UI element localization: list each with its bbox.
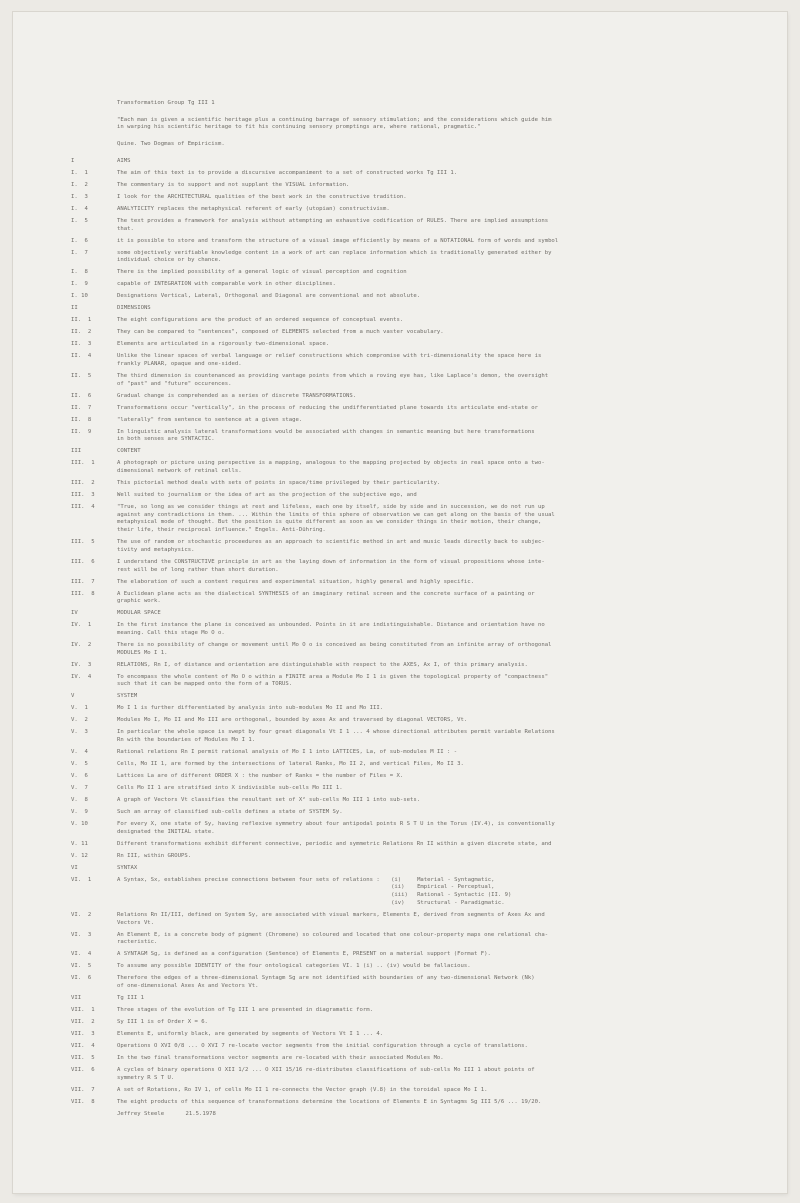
relations-table (391, 877, 511, 908)
numbered-paragraph (71, 218, 771, 233)
numbered-paragraph (71, 773, 771, 781)
item-text (117, 622, 771, 637)
item-text (117, 773, 771, 781)
text-line: Cells, Mo II 1, are formed by the intersections of lateral Ranks, Mo II 2, and vertical Files, Mo II 3. (117, 761, 464, 768)
item-text (117, 158, 771, 166)
item-number: V. 8 (71, 797, 88, 804)
item-number: III. 6 (71, 558, 95, 565)
numbered-paragraph (71, 579, 771, 587)
item-text (117, 373, 771, 388)
item-number: V (71, 693, 75, 700)
signature-date: 21.5.1978 (185, 1110, 216, 1117)
item-text (117, 448, 771, 456)
numbered-paragraph (71, 492, 771, 500)
text-line: symmetry R S T U. (117, 1074, 175, 1081)
item-number: IV (71, 610, 78, 617)
text-line: MODULES Mo I 1. (117, 649, 168, 656)
numbered-paragraph (71, 951, 771, 959)
item-number: VI. 3 (71, 931, 92, 938)
item-number: II. 2 (71, 329, 92, 336)
item-text (117, 460, 771, 475)
text-line: SYSTEM (117, 693, 138, 700)
numbered-paragraph (71, 559, 771, 574)
item-text (117, 1043, 771, 1051)
text-line: There is no possibility of change or movement until Mo O o is conceived as being constituted from an infinite array of orthogonal (117, 641, 552, 648)
text-line: I look for the ARCHITECTURAL qualities of the best work in the constructive tradition. (117, 193, 407, 200)
text-line: A Euclidean plane acts as the dialectical SYNTHESIS of an imaginary retinal screen and the concrete surface of a painting or (117, 590, 535, 597)
numbered-paragraph (71, 1031, 771, 1039)
text-line: A cycles of binary operations O XII 1/2 ... O XII 15/16 re-distributes classifications of sub-cells Mo III 1 about points of (117, 1066, 535, 1073)
item-number: VI (71, 864, 78, 871)
text-line: In the two final transformations vector segments are re-located with their associated Modules Mo. (117, 1054, 444, 1061)
text-line: RELATIONS, Rn I, of distance and orientation are distinguishable with respect to the AXES, Ax I, of this primary analysis. (117, 661, 528, 668)
item-text (117, 393, 771, 401)
numbered-paragraph (71, 281, 771, 289)
item-number: II. 1 (71, 317, 92, 324)
item-text (117, 492, 771, 500)
text-line: such that it can be mapped onto the form of a TORUS. (117, 681, 293, 688)
item-text (117, 206, 771, 214)
numbered-paragraph (71, 429, 771, 444)
text-line: The third dimension is countenanced as providing vantage points from which a roving eye has, like Laplace's demon, the oversight (117, 372, 549, 379)
text-line: Three stages of the evolution of Tg III 1 are presented in diagramatic form. (117, 1006, 373, 1013)
text-line: Operations O XVI 0/8 ... O XVI 7 re-locate vector segments from the initial configuration through a cycle of translations. (117, 1042, 528, 1049)
item-number: II. 3 (71, 341, 92, 348)
item-text (117, 250, 771, 265)
item-number: II. 9 (71, 428, 92, 435)
epigraph-line: in warping his scientific heritage to fit his continuing sensory promptings are, where rational, pragmatic." (117, 124, 481, 131)
item-text (117, 170, 771, 178)
item-number: V. 4 (71, 749, 88, 756)
numbered-paragraph (71, 761, 771, 769)
item-text (117, 761, 771, 769)
numbered-paragraph (71, 1055, 771, 1063)
text-line: The aim of this text is to provide a discursive accompaniment to a set of constructed works Tg III 1. (117, 169, 458, 176)
relations-lead: A Syntax, Sx, establishes precise connections between four sets of relations : (117, 876, 380, 883)
numbered-paragraph (71, 809, 771, 817)
numbered-paragraph (71, 693, 771, 701)
item-number: V. 12 (71, 852, 88, 859)
document-title: Transformation Group Tg III 1 (117, 100, 215, 106)
text-line: of one-dimensional Axes Ax and Vectors Vt. (117, 982, 259, 989)
item-text (117, 749, 771, 757)
text-line: To assume any possible IDENTITY of the four ontological categories VI. 1 (i) .. (iv) would be fallacious. (117, 963, 471, 970)
text-line: In particular the whole space is swept by four great diagonals Vt I 1 ... 4 whose directional attributes permit variable Relations (117, 729, 555, 736)
text-line: CONTENT (117, 448, 141, 455)
text-line: graphic work. (117, 598, 161, 605)
item-text (117, 1087, 771, 1095)
text-line: Well suited to journalism or the idea of art as the projection of the subjective ego, and (117, 492, 417, 499)
item-number: I. 4 (71, 205, 88, 212)
item-text (117, 1019, 771, 1027)
text-line: Tg III 1 (117, 994, 144, 1001)
text-line: In linguistic analysis lateral transformations would be associated with changes in semantic meaning but here transformations (117, 428, 535, 435)
numbered-paragraph (71, 504, 771, 535)
item-number: I. 1 (71, 169, 88, 176)
item-text (117, 705, 771, 713)
item-text (117, 429, 771, 444)
item-number: IV. 1 (71, 622, 92, 629)
text-line: To encompass the whole content of Mo O o within a FINITE area a Module Mo I 1 is given the topological property of "compactness" (117, 673, 549, 680)
text-line: The elaboration of such a content requires and experimental situation, highly general and highly specific. (117, 578, 474, 585)
item-number: II. 4 (71, 353, 92, 360)
numbered-paragraph (71, 610, 771, 618)
item-number: I. 9 (71, 281, 88, 288)
text-line: rest will be of long rather than short duration. (117, 566, 279, 573)
text-line: SYNTAX (117, 864, 138, 871)
numbered-paragraph (71, 182, 771, 190)
text-line: An Element E, is a concrete body of pigment (Chromene) so coloured and located that one colour-property maps one relational cha- (117, 931, 549, 938)
item-text (117, 353, 771, 368)
item-number: V. 1 (71, 705, 88, 712)
item-text (117, 293, 771, 301)
item-number: VI. 6 (71, 975, 92, 982)
text-line: frankly PLANAR, opaque and one-sided. (117, 360, 242, 367)
item-number: IV. 4 (71, 673, 92, 680)
text-line: Cells Mo II 1 are stratified into X indivisible sub-cells Mo III 1. (117, 785, 343, 792)
text-line: Such an array of classified sub-cells defines a state of SYSTEM Sy. (117, 809, 343, 816)
item-number: II (71, 305, 78, 312)
numbered-paragraph (71, 1007, 771, 1015)
numbered-paragraph (71, 206, 771, 214)
item-number: IV. 2 (71, 641, 92, 648)
numbered-paragraph (71, 250, 771, 265)
item-number: VII (71, 994, 82, 1001)
numbered-paragraph (71, 1099, 771, 1107)
item-text (117, 729, 771, 744)
text-line: This pictorial method deals with sets of points in space/time privileged by their particularity. (117, 480, 441, 487)
numbered-paragraph (71, 158, 771, 166)
text-line: Designations Vertical, Lateral, Orthogonal and Diagonal are conventional and not absolute. (117, 293, 421, 300)
text-line: individual choice or by chance. (117, 257, 222, 264)
text-line: Sy III 1 is of Order X = 6. (117, 1018, 208, 1025)
numbered-paragraph (71, 305, 771, 313)
text-line: I understand the CONSTRUCTIVE principle in art as the laying down of information in the form of visual propositions whose inte- (117, 558, 545, 565)
item-number: I. 3 (71, 193, 88, 200)
numbered-paragraph (71, 932, 771, 947)
numbered-paragraph (71, 995, 771, 1003)
numbered-paragraph (71, 591, 771, 606)
epigraph-attribution: Quine. Two Dogmas of Empiricism. (117, 141, 225, 148)
item-number: IV. 3 (71, 661, 92, 668)
item-text (117, 480, 771, 488)
text-line: Elements are articulated in a rigorously two-dimensional space. (117, 341, 330, 348)
text-line: A graph of Vectors Vt classifies the resultant set of X² sub-cells Mo III 1 into sub-sets. (117, 797, 421, 804)
sections-i-to-vi (71, 158, 771, 873)
item-text (117, 281, 771, 289)
numbered-paragraph (71, 194, 771, 202)
item-text (117, 194, 771, 202)
text-line: tivity and metaphysics. (117, 546, 195, 553)
item-number: III (71, 448, 82, 455)
item-number: III. 2 (71, 480, 95, 487)
item-text (117, 865, 771, 873)
text-line: Lattices La are of different ORDER X : the number of Ranks = the number of Files = X. (117, 773, 404, 780)
item-number: VII. 3 (71, 1030, 95, 1037)
item-number: II. 5 (71, 372, 92, 379)
item-number: II. 7 (71, 404, 92, 411)
item-text (117, 1055, 771, 1063)
numbered-paragraph (71, 341, 771, 349)
item-number: V. 6 (71, 773, 88, 780)
text-line: Elements E, uniformly black, are generated by segments of Vectors Vt I 1 ... 4. (117, 1030, 384, 1037)
text-line: meaning. Call this stage Mo O o. (117, 629, 225, 636)
numbered-paragraph (71, 480, 771, 488)
numbered-paragraph (71, 1087, 771, 1095)
numbered-paragraph (71, 785, 771, 793)
item-text (117, 559, 771, 574)
numbered-paragraph (71, 405, 771, 413)
numbered-paragraph (71, 373, 771, 388)
item-number: III. 1 (71, 460, 95, 467)
item-number: I. 5 (71, 217, 88, 224)
item-number: I. 7 (71, 249, 88, 256)
item-number: VII. 6 (71, 1066, 95, 1073)
item-number: I. 2 (71, 181, 88, 188)
syntax-relations-row (71, 877, 771, 908)
text-line: racteristic. (117, 939, 158, 946)
text-line: In the first instance the plane is conceived as unbounded. Points in it are indistinguishable. Distance and orientation have no (117, 622, 545, 629)
item-text (117, 182, 771, 190)
relation-entry: (iv) Structural - Paradigmatic. (391, 899, 505, 906)
item-number: II. 8 (71, 416, 92, 423)
numbered-paragraph (71, 539, 771, 554)
text-line: Unlike the linear spaces of verbal language or relief constructions which compromise with tri-dimensionality the space here is (117, 353, 542, 360)
item-number: III. 7 (71, 578, 95, 585)
item-number: V. 3 (71, 729, 88, 736)
typescript-text (71, 100, 771, 1118)
item-text (117, 995, 771, 1003)
item-number: V. 5 (71, 761, 88, 768)
item-text (117, 1007, 771, 1015)
numbered-paragraph (71, 841, 771, 849)
item-text (117, 785, 771, 793)
item-text (117, 305, 771, 313)
item-number: I. 6 (71, 237, 88, 244)
text-line: their life, their reciprocal influence." Engels. Anti-Dühring. (117, 527, 326, 534)
item-text (117, 539, 771, 554)
text-line: They can be compared to "sentences", composed of ELEMENTS selected from a much vaster vocabulary. (117, 329, 444, 336)
item-text (117, 951, 771, 959)
text-line: Therefore the edges of a three-dimensional Syntagm Sg are not identified with boundaries of any two-dimensional Network (Nk) (117, 975, 535, 982)
text-line: The eight products of this sequence of transformations determine the locations of Elements E in Syntagms Sg III 5/6 ... 19/20. (117, 1098, 542, 1105)
paper-sheet (13, 12, 787, 1193)
numbered-paragraph (71, 705, 771, 713)
numbered-paragraph (71, 674, 771, 689)
numbered-paragraph (71, 238, 771, 246)
numbered-paragraph (71, 1019, 771, 1027)
item-number: V. 11 (71, 840, 88, 847)
text-line: MODULAR SPACE (117, 610, 161, 617)
text-line: For every X, one state of Sy, having reflexive symmetry about four antipodal points R S T U in the Torus (IV.4), is conventionally (117, 821, 555, 828)
item-number: VII. 5 (71, 1054, 95, 1061)
item-text (117, 317, 771, 325)
item-text (117, 797, 771, 805)
item-text (117, 809, 771, 817)
numbered-paragraph (71, 865, 771, 873)
numbered-paragraph (71, 353, 771, 368)
text-line: Modules Mo I, Mo II and Mo III are orthogonal, bounded by axes Ax and traversed by diagonal VECTORS, Vt. (117, 717, 468, 724)
text-line: capable of INTEGRATION with comparable work in other disciplines. (117, 281, 336, 288)
numbered-paragraph (71, 749, 771, 757)
item-number: VII. 2 (71, 1018, 95, 1025)
numbered-paragraph (71, 963, 771, 971)
numbered-paragraph (71, 329, 771, 337)
item-text (117, 417, 771, 425)
text-line: The eight configurations are the product of an ordered sequence of conceptual events. (117, 317, 404, 324)
text-line: The commentary is to support and not supplant the VISUAL information. (117, 181, 350, 188)
item-text (117, 269, 771, 277)
item-text (117, 329, 771, 337)
item-number: VI. 1 (71, 876, 92, 883)
text-line: AIMS (117, 157, 131, 164)
text-line: in both senses are SYNTACTIC. (117, 436, 215, 443)
text-line: Relations Rn II/III, defined on System Sy, are associated with visual markers, Elements E, derived from segments of Axes Ax and (117, 911, 545, 918)
numbered-paragraph (71, 729, 771, 744)
numbered-paragraph (71, 853, 771, 861)
item-text (117, 610, 771, 618)
document-header (71, 100, 771, 149)
item-text (117, 405, 771, 413)
text-line: Transformations occur "vertically", in the process of reducing the undifferentiated plane towards its articulate end-state or (117, 404, 538, 411)
relation-entry: (ii) Empirical - Perceptual, (391, 884, 495, 891)
item-number: III. 8 (71, 590, 95, 597)
text-line: some objectively verifiable knowledge content in a work of art can replace information which is traditionally generated either by (117, 249, 552, 256)
text-line: Gradual change is comprehended as a series of discrete TRANSFORMATIONS. (117, 392, 357, 399)
signature-line (71, 1111, 771, 1119)
item-text (117, 504, 771, 535)
item-text (117, 579, 771, 587)
item-number: I (71, 157, 75, 164)
item-text (117, 642, 771, 657)
item-text (117, 912, 771, 927)
relation-entry: (i) Material - Syntagmatic, (391, 876, 495, 883)
item-text (117, 693, 771, 701)
item-text (117, 1067, 771, 1082)
item-text (117, 662, 771, 670)
item-text (117, 218, 771, 233)
numbered-paragraph (71, 460, 771, 475)
item-number: VII. 4 (71, 1042, 95, 1049)
item-number: II. 6 (71, 392, 92, 399)
item-text (117, 841, 771, 849)
text-line: There is the implied possibility of a general logic of visual perception and cognition (117, 269, 407, 276)
numbered-paragraph (71, 269, 771, 277)
text-line: The use of random or stochastic proceedures as an approach to scientific method in art and music leads directly back to subjec- (117, 539, 545, 546)
item-text (117, 238, 771, 246)
item-number: I. 8 (71, 269, 88, 276)
text-line: ANALYTICITY replaces the metaphysical referent of early (utopian) constructivism. (117, 205, 390, 212)
numbered-paragraph (71, 170, 771, 178)
numbered-paragraph (71, 622, 771, 637)
item-number: VII. 8 (71, 1098, 95, 1105)
text-line: dimensional network of retinal cells. (117, 468, 242, 475)
text-line: "laterally" from sentence to sentence at a given stage. (117, 416, 303, 423)
numbered-paragraph (71, 975, 771, 990)
text-line: Rn with the boundaries of Modules Mo I 1. (117, 737, 256, 744)
item-number: I. 10 (71, 293, 88, 300)
numbered-paragraph (71, 717, 771, 725)
item-text (117, 877, 771, 908)
item-number: V. 9 (71, 809, 88, 816)
text-line: Mo I 1 is further differentiated by analysis into sub-modules Mo II and Mo III. (117, 705, 384, 712)
item-number: VII. 1 (71, 1006, 95, 1013)
item-text (117, 932, 771, 947)
item-number: V. 2 (71, 717, 88, 724)
relation-entry: (iii) Rational - Syntactic (II. 9) (391, 892, 512, 899)
item-number: V. 7 (71, 785, 88, 792)
numbered-paragraph (71, 1043, 771, 1051)
item-text (117, 1031, 771, 1039)
item-number: VI. 2 (71, 911, 92, 918)
item-number: VI. 4 (71, 951, 92, 958)
item-text (117, 717, 771, 725)
numbered-paragraph (71, 317, 771, 325)
item-number: III. 3 (71, 492, 95, 499)
text-line: DIMENSIONS (117, 305, 151, 312)
item-text (117, 674, 771, 689)
text-line: Rational relations Rn I permit rational analysis of Mo I 1 into LATTICES, La, of sub-modules M II : - (117, 749, 458, 756)
text-line: A photograph or picture using perspective is a mapping, analogous to the mapping projected by objects in real space onto a two- (117, 460, 545, 467)
numbered-paragraph (71, 642, 771, 657)
item-text (117, 853, 771, 861)
text-line: against any contradictions in them. ... Within the limits of this sphere of observation we can get along on the basis of the usual (117, 511, 555, 518)
item-text (117, 591, 771, 606)
numbered-paragraph (71, 393, 771, 401)
numbered-paragraph (71, 912, 771, 927)
text-line: A SYNTAGM Sg, is defined as a configuration (Sentence) of Elements E, PRESENT on a material support (Format F). (117, 951, 491, 958)
numbered-paragraph (71, 662, 771, 670)
item-text (117, 963, 771, 971)
numbered-paragraph (71, 821, 771, 836)
text-line: metaphysical mode of thought. But the position is quite different as soon as we consider things in their motion, their change, (117, 519, 542, 526)
sections-vi-to-vii (71, 912, 771, 1107)
text-line: that. (117, 225, 134, 232)
numbered-paragraph (71, 448, 771, 456)
item-number: VII. 7 (71, 1086, 95, 1093)
item-number: III. 4 (71, 504, 95, 511)
numbered-paragraph (71, 1067, 771, 1082)
text-line: A set of Rotations, Ro IV 1, of cells Mo II 1 re-connects the Vector graph (V.8) in the toroidal space Mo I 1. (117, 1086, 488, 1093)
text-line: Vectors Vt. (117, 919, 155, 926)
text-line: designated the INITIAL state. (117, 828, 215, 835)
item-text (117, 975, 771, 990)
text-line: it is possible to store and transform the structure of a visual image efficiently by means of a NOTATIONAL form of words and symbol (117, 237, 559, 244)
text-line: "True, so long as we consider things at rest and lifeless, each one by itself, side by side and in succession, we do not run up (117, 504, 545, 511)
text-line: Rn III, within GROUPS. (117, 852, 192, 859)
text-line: Different transformations exhibit different connective, periodic and symmetric Relations Rn II within a given discrete state, and (117, 840, 552, 847)
item-text (117, 1099, 771, 1107)
item-text (117, 341, 771, 349)
epigraph-line: "Each man is given a scientific heritage plus a continuing barrage of sensory stimulation; and the considerations which guide him (117, 116, 552, 123)
item-text (117, 821, 771, 836)
item-number: III. 5 (71, 539, 95, 546)
numbered-paragraph (71, 797, 771, 805)
numbered-paragraph (71, 417, 771, 425)
item-number: V. 10 (71, 821, 88, 828)
item-number: VI. 5 (71, 963, 92, 970)
text-line: The text provides a framework for analysis without attempting an exhaustive codification of RULES. There are implied assumptions (117, 217, 549, 224)
text-line: of "past" and "future" occurences. (117, 380, 232, 387)
author-name: Jeffrey Steele (117, 1110, 165, 1117)
numbered-paragraph (71, 293, 771, 301)
